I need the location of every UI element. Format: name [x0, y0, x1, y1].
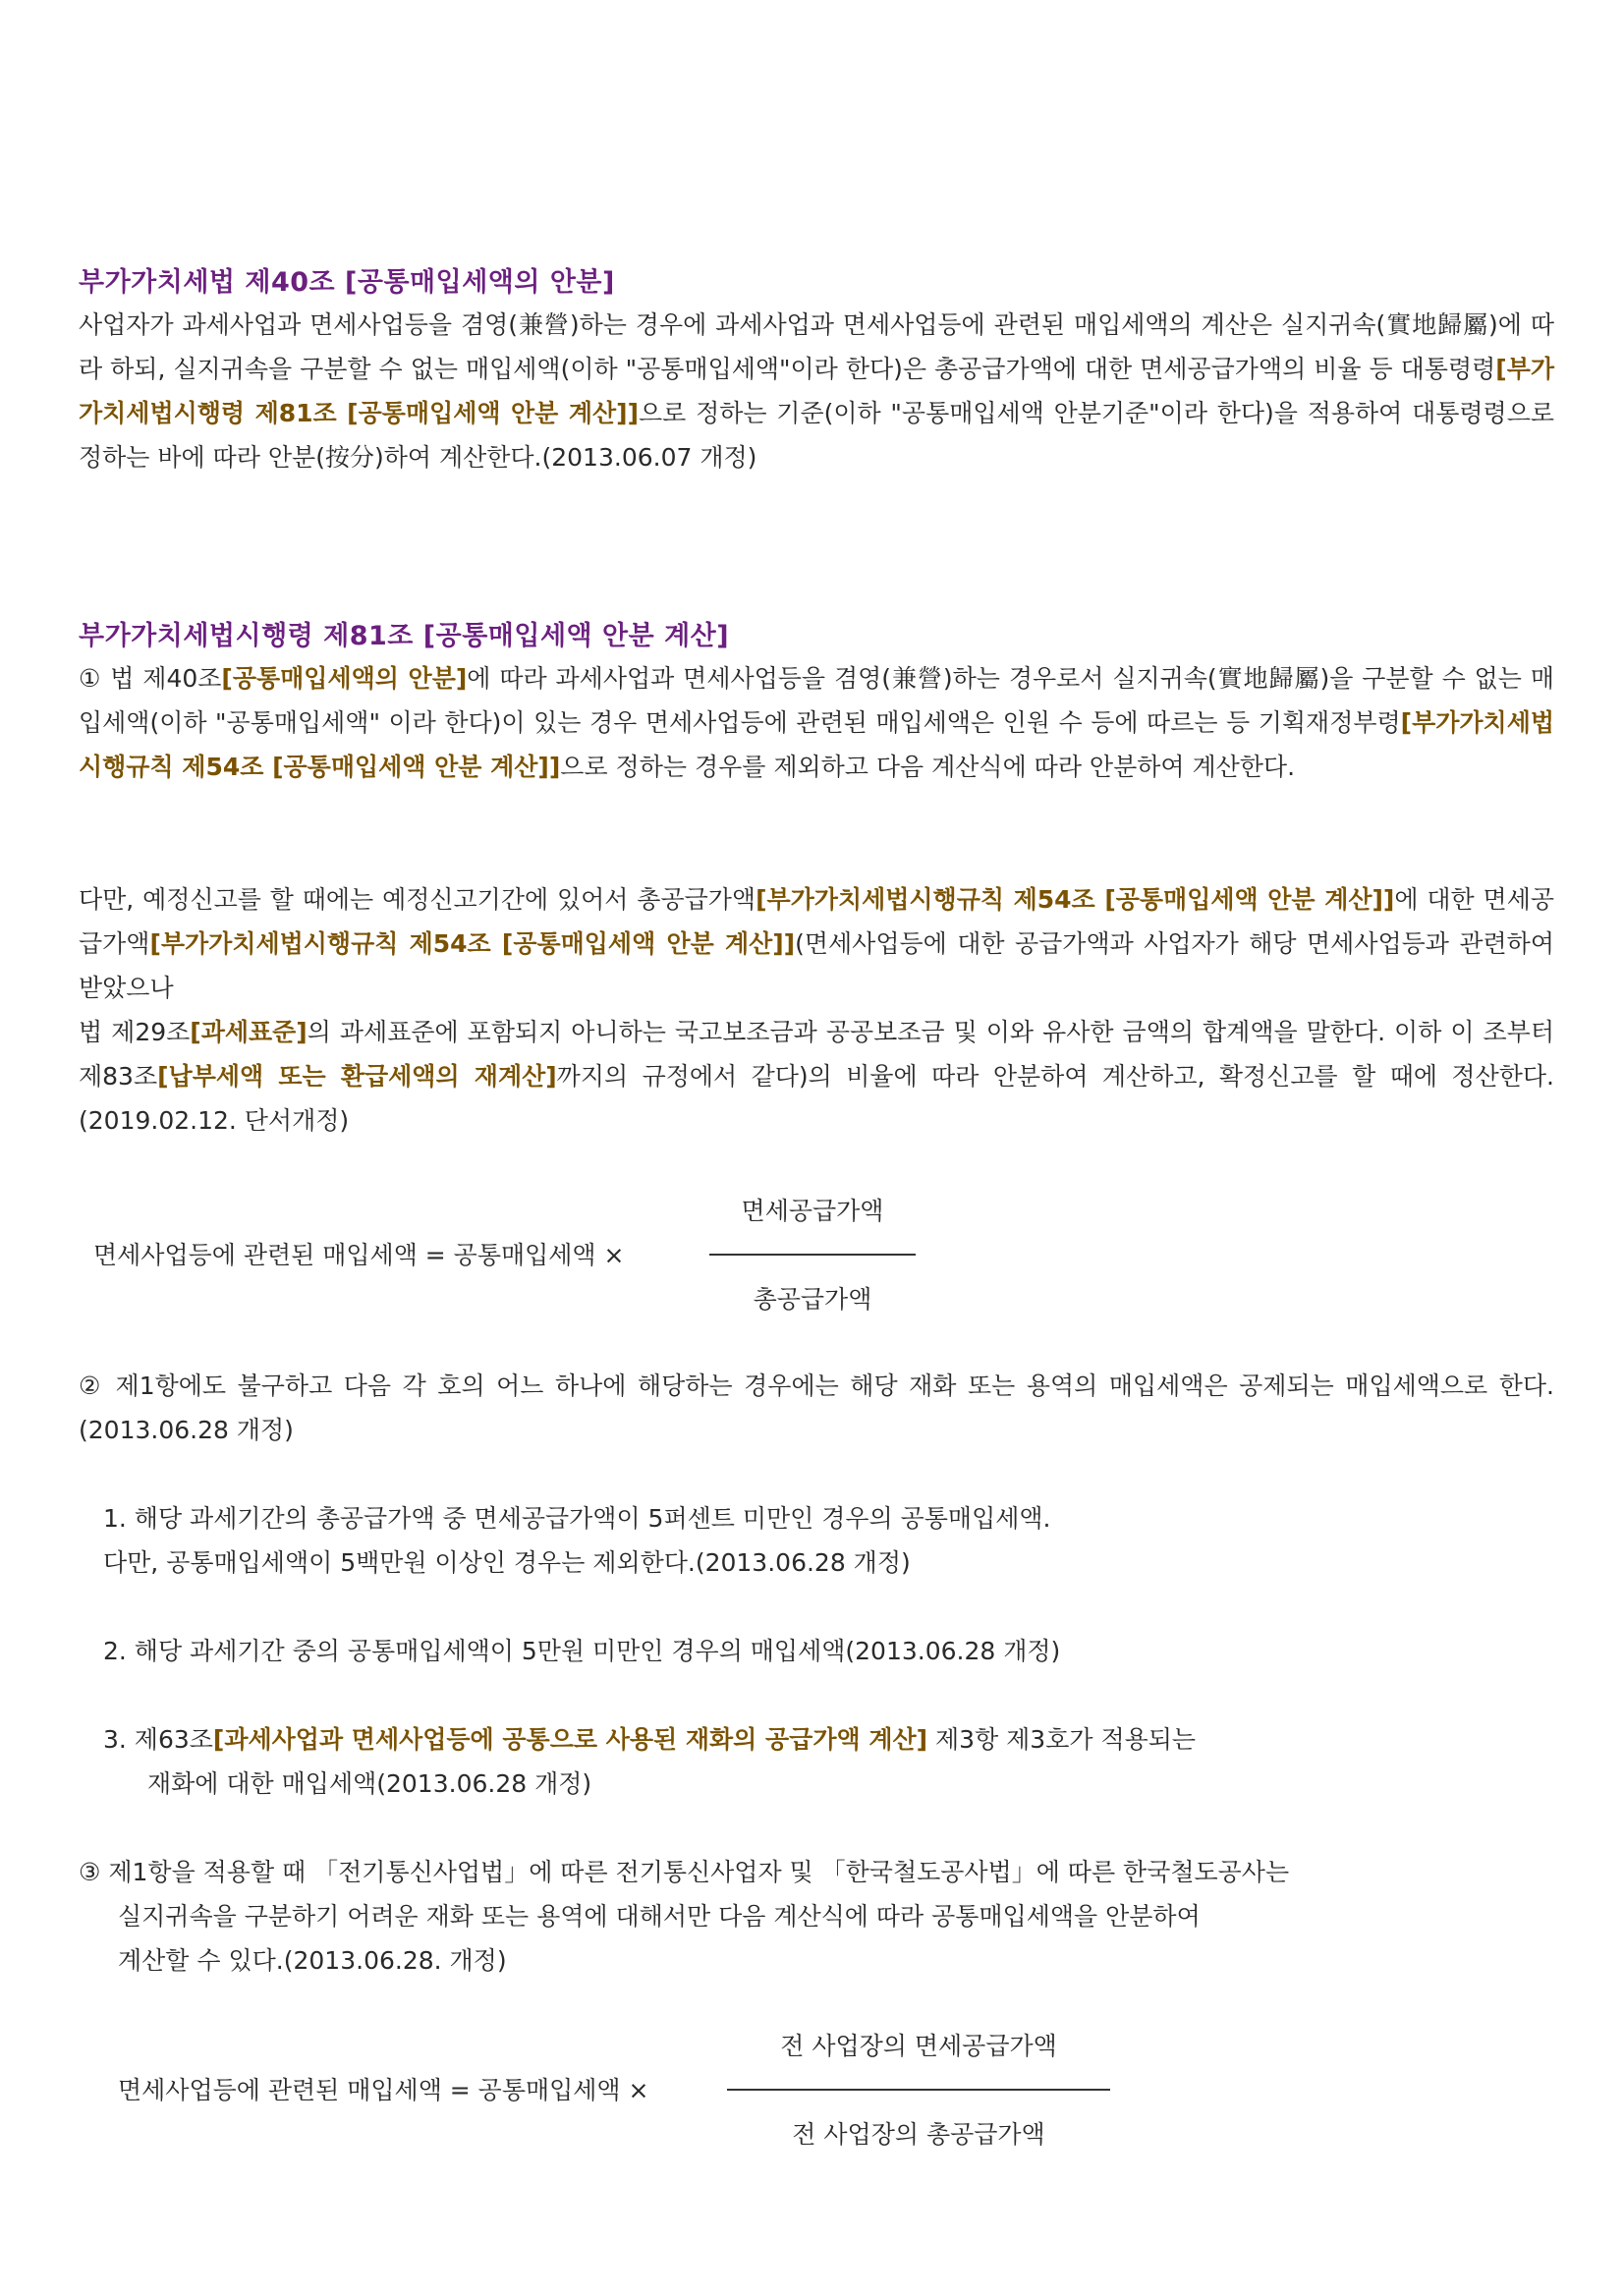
text-segment: 까지의 규정에서 같다)의 비율에 따라 안분하여 계산하고, 확정신고를 할 때에 정산한다.(2019.02.12. 단서개정)	[79, 1062, 1554, 1135]
list-item-3-line-2: 재화에 대한 매입세액(2013.06.28 개정)	[147, 1769, 592, 1798]
article-81-paragraph-2: ② 제1항에도 불구하고 다음 각 호의 어느 하나에 해당하는 경우에는 해당 재화 또는 용역의 매입세액은 공제되는 매입세액으로 한다.(2013.06.28 개정)	[79, 1372, 1554, 1444]
fraction-bar	[727, 2089, 1110, 2091]
link-enforcement-rule-54[interactable]: [부가가치세법시행규칙 제54조 [공통매입세액 안분 계산]]	[149, 929, 796, 958]
formula-lhs: 면세사업등에 관련된 매입세액 = 공통매입세액 ×	[118, 2076, 649, 2104]
article-81-paragraph-continued	[79, 1010, 1554, 1143]
article-40-heading: 부가가치세법 제40조 [공통매입세액의 안분]	[79, 267, 615, 298]
article-81-heading: 부가가치세법시행령 제81조 [공통매입세액 안분 계산]	[79, 621, 730, 651]
text-segment: 3. 제63조	[103, 1725, 213, 1754]
text-segment: 에 대한 면세공급가액	[79, 885, 1554, 958]
text-segment: 법 제29조	[79, 1018, 191, 1046]
text-segment: (면세사업등에 대한 공급가액과 사업자가 해당 면세사업등과 관련하여 받았으나	[79, 929, 1554, 1002]
list-item-1	[103, 1496, 1557, 1585]
text-segment: 으로 정하는 기준(이하 "공통매입세액 안분기준"이라 한다)을 적용하여 대통령령으로 정하는 바에 따라 안분(按分)하여 계산한다.(2013.06.07 개정)	[79, 399, 1554, 472]
link-article-63[interactable]: [과세사업과 면세사업등에 공통으로 사용된 재화의 공급가액 계산]	[212, 1725, 928, 1754]
text-segment: ① 법 제40조	[79, 664, 222, 693]
link-article-83[interactable]: [납부세액 또는 환급세액의 재계산]	[157, 1062, 557, 1091]
fraction-bar	[709, 1254, 916, 1256]
list-item-1-line-1: 1. 해당 과세기간의 총공급가액 중 면세공급가액이 5퍼센트 미만인 경우의 공통매입세액.	[103, 1504, 1051, 1533]
link-enforcement-rule-54[interactable]: [부가가치세법시행규칙 제54조 [공통매입세액 안분 계산]]	[79, 708, 1554, 781]
article-81-paragraph-3	[79, 1850, 1554, 1983]
article-81-paragraph-1	[79, 656, 1554, 789]
link-article-29[interactable]: [과세표준]	[190, 1018, 308, 1046]
paragraph-3-line-1: ③ 제1항을 적용할 때 「전기통신사업법」에 따른 전기통신사업자 및 「한국철도공사법」에 따른 한국철도공사는	[79, 1858, 1290, 1886]
paragraph-3-line-2: 실지귀속을 구분하기 어려운 재화 또는 용역에 대해서만 다음 계산식에 따라 공통매입세액을 안분하여	[118, 1902, 1201, 1931]
list-item-2: 2. 해당 과세기간 중의 공통매입세액이 5만원 미만인 경우의 매입세액(2013.06.28 개정)	[103, 1637, 1061, 1665]
article-40-paragraph	[79, 303, 1554, 479]
text-segment: 에 따라 과세사업과 면세사업등을 겸영(兼營)하는 경우로서 실지귀속(實地歸屬)을 구분할 수 없는 매입세액(이하 "공통매입세액" 이라 한다)이 있는 경우 면세사업등에 관련된 매입세액은 인원 수 등에 따르는 등 기획재정부령	[79, 664, 1554, 737]
formula-numerator: 전 사업장의 면세공급가액	[780, 2032, 1057, 2060]
text-segment: 제3항 제3호가 적용되는	[927, 1725, 1197, 1754]
text-segment: 으로 정하는 경우를 제외하고 다음 계산식에 따라 안분하여 계산한다.	[560, 753, 1296, 781]
formula-denominator: 전 사업장의 총공급가액	[792, 2120, 1045, 2149]
link-enforcement-rule-54[interactable]: [부가가치세법시행규칙 제54조 [공통매입세액 안분 계산]]	[756, 885, 1395, 914]
link-enforcement-decree-81[interactable]: [부가가치세법시행령 제81조 [공통매입세액 안분 계산]]	[79, 355, 1554, 427]
text-segment: 다만, 예정신고를 할 때에는 예정신고기간에 있어서 총공급가액	[79, 885, 756, 914]
formula-lhs: 면세사업등에 관련된 매입세액 = 공통매입세액 ×	[93, 1241, 625, 1269]
text-segment: 사업자가 과세사업과 면세사업등을 겸영(兼營)하는 경우에 과세사업과 면세사업등에 관련된 매입세액의 계산은 실지귀속(實地歸屬)에 따라 하되, 실지귀속을 구분할 수 없는 매입세액(이하 "공통매입세액"이라 한다)은 총공급가액에 대한 면세공급가액의 비율 등 대통령령	[79, 310, 1554, 383]
paragraph-3-line-3: 계산할 수 있다.(2013.06.28. 개정)	[118, 1946, 507, 1975]
list-item-1-line-2: 다만, 공통매입세액이 5백만원 이상인 경우는 제외한다.(2013.06.28 개정)	[103, 1548, 911, 1577]
link-article-40[interactable]: [공통매입세액의 안분]	[221, 664, 468, 693]
formula-denominator: 총공급가액	[753, 1285, 872, 1314]
article-81-paragraph-proviso	[79, 877, 1554, 1010]
list-item-3	[103, 1717, 1557, 1806]
formula-numerator: 면세공급가액	[741, 1197, 884, 1225]
text-segment: 의 과세표준에 포함되지 아니하는 국고보조금과 공공보조금 및 이와 유사한 금액의 합계액을 말한다. 이하 이 조부터 제83조	[79, 1018, 1554, 1091]
